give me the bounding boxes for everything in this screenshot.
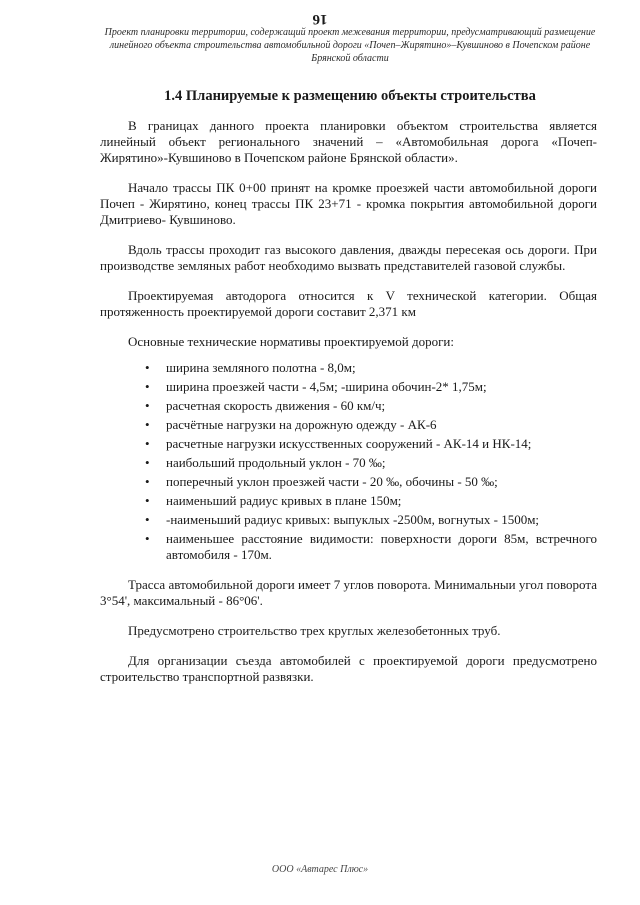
bullet-icon: •: [145, 436, 150, 451]
paragraph: Трасса автомобильной дороги имеет 7 углов поворота. Минимальныи угол поворота 3°54', максимальный - 86°06'.: [100, 577, 597, 608]
list-item: • ширина проезжей части - 4,5м; -ширина обочин-2* 1,75м;: [145, 379, 487, 394]
document-header: Проект планировки территории, содержащий проект межевания территории, предусматривающий размещение линейного объекта строительства автомобильной дороги «Почеп–Жирятино»–Кувшиново в Почепском районе Брянской области: [104, 27, 596, 64]
paragraph: Для организации съезда автомобилей с проектируемой дороги предусмотрено строительство транспортной развязки.: [100, 653, 597, 684]
bullet-icon: •: [145, 417, 150, 432]
document-footer: ООО «Автарес Плюс»: [271, 864, 369, 875]
page-number: 16: [312, 11, 328, 27]
paragraph: Начало трассы ПК 0+00 принят на кромке проезжей части автомобильной дороги Почеп - Жирятино, конец трассы ПК 23+71 - кромка покрытия автомобильной дороги Дмитриево- Кувшиново.: [100, 180, 597, 227]
list-item: • -наименьший радиус кривых: выпуклых -2500м, вогнутых - 1500м;: [145, 512, 540, 527]
paragraph: Проектируемая автодорога относится к V технической категории. Общая протяженность проектируемой дороги составит 2,371 км: [100, 288, 597, 319]
list-item: • поперечный уклон проезжей части - 20 ‰, обочины - 50 ‰;: [145, 474, 498, 489]
bullet-icon: •: [145, 493, 150, 508]
list-item: • расчетная скорость движения - 60 км/ч;: [145, 398, 386, 413]
document-body: [100, 118, 597, 685]
paragraph: Вдоль трассы проходит газ высокого давления, дважды пересекая ось дороги. При производстве земляных работ необходимо вызвать представителей газовой службы.: [100, 242, 597, 273]
list-item: • расчетные нагрузки искусственных сооружений - АК-14 и НК-14;: [145, 436, 532, 451]
bullet-icon: •: [145, 379, 150, 394]
bullet-icon: •: [145, 531, 150, 546]
bullet-icon: •: [145, 474, 150, 489]
norms-list: [100, 360, 597, 563]
paragraph: Предусмотрено строительство трех круглых железобетонных труб.: [128, 623, 501, 638]
list-item: • наименьшее расстояние видимости: поверхности дороги 85м, встречного автомобиля - 170м.: [145, 531, 597, 562]
paragraph: Основные технические нормативы проектируемой дороги:: [128, 334, 454, 349]
section-title: 1.4 Планируемые к размещению объекты строительства: [164, 88, 536, 104]
bullet-icon: •: [145, 398, 150, 413]
bullet-icon: •: [145, 455, 150, 470]
list-item: • наибольший продольный уклон - 70 ‰;: [145, 455, 386, 470]
paragraph: В границах данного проекта планировки объектом строительства является линейный объект регионального значений – «Автомобильная дорога «Почеп-Жирятино»-Кувшиново в Почепском районе Брянской области».: [100, 118, 597, 165]
list-item: • наименьший радиус кривых в плане 150м;: [145, 493, 402, 508]
bullet-icon: •: [145, 512, 150, 527]
list-item: • расчётные нагрузки на дорожную одежду - АК-6: [145, 417, 437, 432]
bullet-icon: •: [145, 360, 150, 375]
list-item: • ширина земляного полотна - 8,0м;: [145, 360, 356, 375]
